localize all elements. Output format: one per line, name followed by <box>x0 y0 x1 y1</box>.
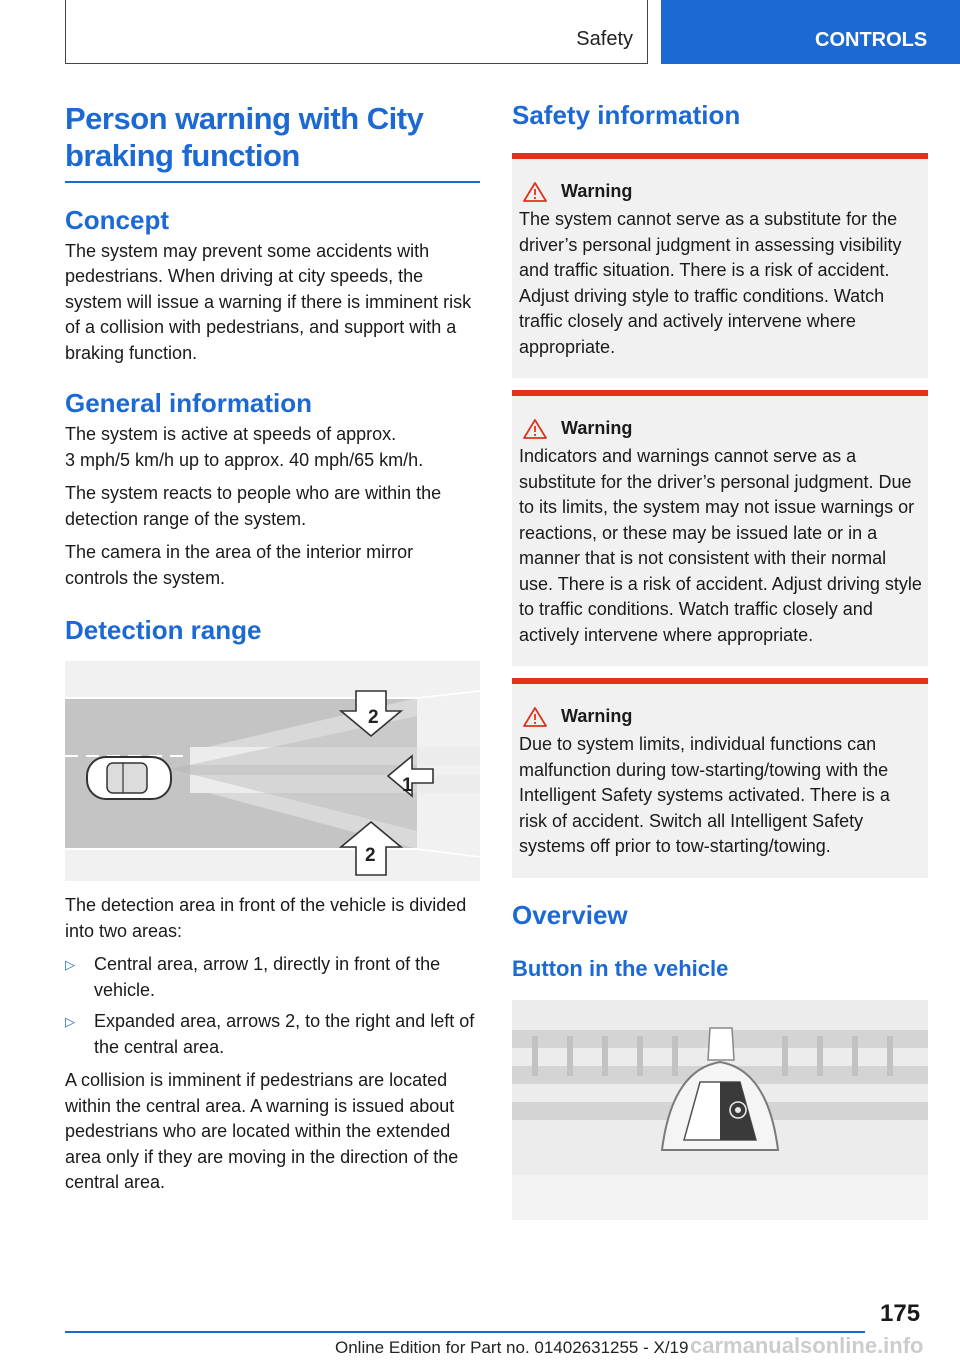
overview-heading: Overview <box>512 899 628 930</box>
warning-label: Warning <box>561 706 633 726</box>
watermark: carmanualsonline.info <box>690 1333 924 1358</box>
right-column <box>512 100 928 1220</box>
triangle-bullet-icon: ▷ <box>65 957 75 972</box>
title-rule <box>65 181 480 183</box>
warning-label: Warning <box>561 418 633 438</box>
warning-box <box>512 153 928 378</box>
detection-area-list <box>65 952 480 1060</box>
warning-header <box>519 418 922 439</box>
list-item <box>65 1009 480 1060</box>
warning-label: Warning <box>561 181 633 201</box>
page-title: Person warning with City braking function <box>65 101 424 173</box>
footer-edition: Online Edition for Part no. 01402631255 - X/19 <box>335 1338 689 1357</box>
concept-heading: Concept <box>65 204 169 235</box>
warning-header <box>519 706 922 727</box>
general-heading: General information <box>65 388 313 418</box>
warning-text: The system cannot serve as a substitute for the driver’s personal judgment in assessing visibility and traffic situation. There is a risk of accident. Adjust driving style to traffic conditions. Watch traffic closely and actively intervene where appropriate. <box>519 209 902 357</box>
safety-heading: Safety information <box>512 100 741 130</box>
button-in-vehicle-figure <box>512 1000 928 1220</box>
warning-triangle-icon <box>523 182 547 202</box>
figure-label-top: 2 <box>368 707 379 728</box>
warning-header <box>519 181 922 202</box>
header-section-box <box>65 0 648 64</box>
figure-label-bottom: 2 <box>365 845 376 866</box>
car-icon <box>87 757 171 799</box>
warning-box <box>512 678 928 878</box>
detection-intro: The detection area in front of the vehicle is divided into two areas: <box>65 895 467 941</box>
header-chapter-tab <box>661 0 960 64</box>
button-heading: Button in the vehicle <box>512 955 729 981</box>
general-speed-line1: The system is active at speeds of approx. <box>65 424 397 444</box>
warning-text: Indicators and warnings cannot serve as a substitute for the driver’s personal judgment. Due to its limits, the system may not issue warnings or reactions, or these may be issued late or in a manner that is not consistent with their normal use. There is a risk of accident. Adjust driving style to traffic conditions. Watch traffic closely and actively intervene where appropriate. <box>519 446 922 645</box>
header-section-label: Safety <box>576 28 633 50</box>
general-speed-line2: 3 mph/5 km/h up to approx. 40 mph/65 km/h. <box>65 449 424 470</box>
detection-heading: Detection range <box>65 615 262 645</box>
list-item-text: Expanded area, arrows 2, to the right and left of the central area. <box>94 1011 475 1057</box>
vehicle-console-illustration <box>512 1000 928 1220</box>
left-column <box>65 100 480 1204</box>
triangle-bullet-icon: ▷ <box>65 1014 75 1029</box>
warning-triangle-icon <box>523 419 547 439</box>
warning-triangle-icon <box>523 707 547 727</box>
detection-range-figure <box>65 661 480 881</box>
warning-text: Due to system limits, individual functions can malfunction during tow-starting/towing with the Intelligent Safety systems activated. There is a risk of accident. Switch all Intelligent Safety systems off prior to tow-starting/towing. <box>519 734 890 856</box>
concept-text: The system may prevent some accidents with pedestrians. When driving at city speeds, the system will issue a warning if there is imminent risk of a collision with pedestrians, and support with a braking function. <box>65 240 472 363</box>
general-camera-text: The camera in the area of the interior mirror controls the system. <box>65 542 414 588</box>
warning-box <box>512 390 928 666</box>
list-item-text: Central area, arrow 1, directly in front of the vehicle. <box>94 954 441 1000</box>
figure-label-center: 1 <box>402 775 413 796</box>
general-range-text: The system reacts to people who are within the detection range of the system. <box>65 483 442 529</box>
list-item <box>65 952 480 1003</box>
detection-range-illustration <box>65 661 480 881</box>
page-number: 175 <box>880 1300 921 1327</box>
detection-closing-text: A collision is imminent if pedestrians are located within the central area. A warning is issued about pedestrians who are located within the extended area only if they are moving in the direction of the central area. <box>65 1070 459 1192</box>
general-speed-text <box>65 422 480 473</box>
header-chapter-label: CONTROLS <box>815 29 928 51</box>
